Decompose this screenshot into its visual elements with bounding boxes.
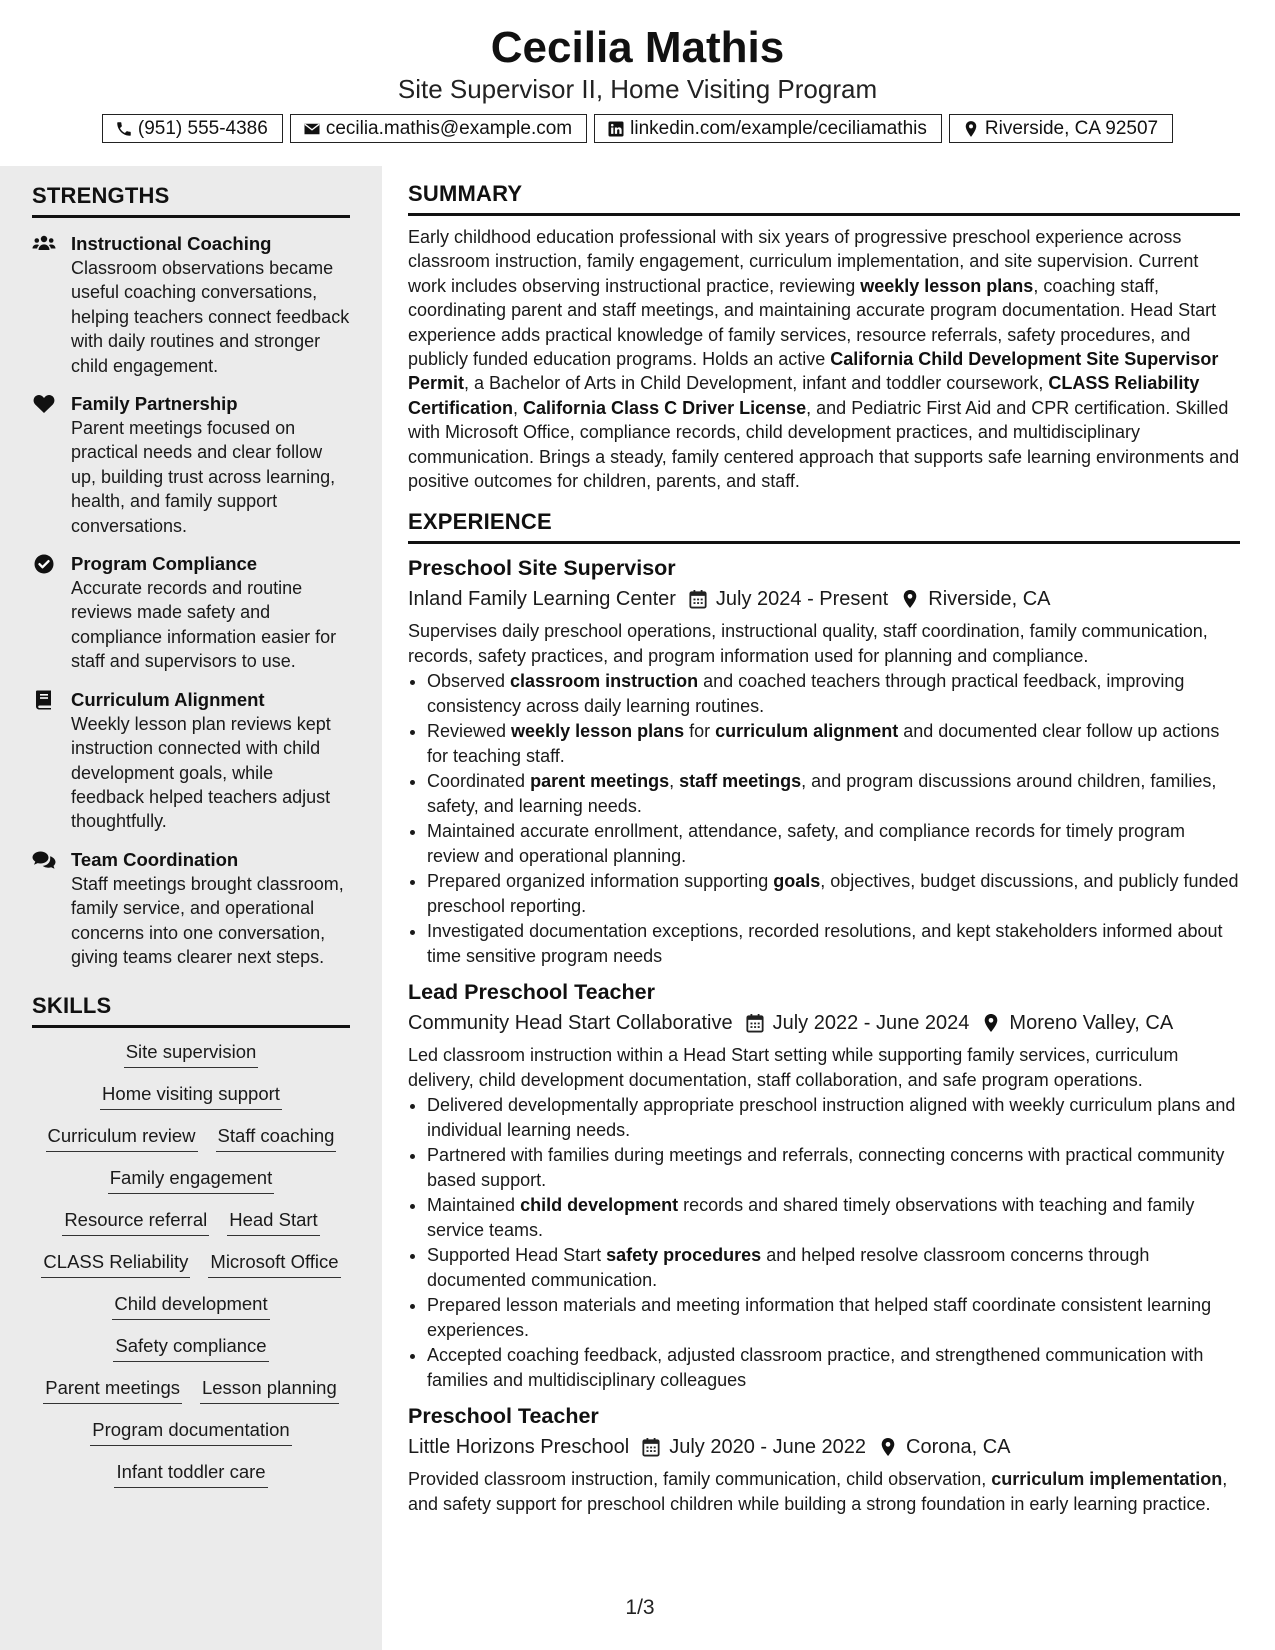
strength-desc: Classroom observations became useful coaching conversations, helping teachers connect feedback with daily routines and stronger child engagement. — [71, 258, 350, 376]
phone-text: (951) 555-4386 — [137, 117, 268, 139]
bold-phrase: classroom instruction — [510, 671, 699, 692]
strength-title: Team Coordination — [71, 848, 239, 870]
text-run: , objectives, budget discussions, and publicly funded preschool reporting. — [427, 871, 1239, 916]
strength-title: Instructional Coaching — [71, 233, 272, 254]
bullet-item — [427, 819, 1240, 868]
text-run: , — [669, 771, 680, 792]
skill-tag: Curriculum review — [46, 1124, 198, 1152]
job-meta — [408, 1009, 1240, 1037]
linkedin-text: linkedin.com/example/ceciliamathis — [630, 117, 927, 139]
job-bullets — [408, 1093, 1240, 1392]
map-pin-icon — [901, 589, 919, 609]
job-location: Moreno Valley, CA — [1009, 1012, 1174, 1035]
job-description — [408, 1467, 1240, 1516]
summary-text — [408, 225, 1240, 493]
skill-tag: Parent meetings — [43, 1376, 182, 1404]
text-run: Coordinated — [427, 771, 531, 792]
strength-item — [32, 688, 350, 834]
job-company: Little Horizons Preschool — [408, 1436, 630, 1459]
job-entry — [408, 554, 1240, 968]
text-run: Investigated documentation exceptions, recorded resolutions, and kept stakeholders informed about time sensitive program needs — [427, 921, 1223, 966]
skill-tag: Microsoft Office — [208, 1250, 340, 1278]
bullet-item — [427, 1143, 1240, 1192]
job-company: Community Head Start Collaborative — [408, 1012, 733, 1035]
contact-bar — [0, 114, 1275, 143]
skills-list — [32, 1040, 350, 1488]
bold-phrase: child development — [520, 1195, 679, 1216]
job-meta — [408, 1433, 1240, 1461]
text-run: and documented clear follow up actions for teaching staff. — [427, 721, 1220, 766]
bullet-item — [427, 1293, 1240, 1342]
skill-tag: Family engagement — [108, 1166, 274, 1194]
calendar-icon — [746, 1013, 764, 1033]
page-number: 1/3 — [625, 1596, 655, 1619]
email-text: cecilia.mathis@example.com — [325, 117, 573, 139]
job-bullets — [408, 669, 1240, 968]
bullet-item — [427, 719, 1240, 768]
skill-tag: Staff coaching — [216, 1124, 337, 1152]
bold-phrase: staff meetings — [679, 771, 802, 792]
sidebar-content — [32, 183, 350, 1488]
job-title: Lead Preschool Teacher — [408, 980, 655, 1005]
job-title: Preschool Site Supervisor — [408, 556, 676, 581]
job-location: Corona, CA — [906, 1436, 1011, 1459]
bold-phrase: parent meetings — [530, 771, 670, 792]
text-run: Accepted coaching feedback, adjusted classroom practice, and strengthened communication with families and multidisciplinary colleagues — [427, 1345, 1204, 1390]
strengths-heading: STRENGTHS — [32, 183, 350, 218]
linkedin-icon — [607, 120, 625, 138]
summary-heading: SUMMARY — [408, 181, 1240, 216]
job-description — [408, 1043, 1240, 1092]
candidate-name: Cecilia Mathis — [490, 23, 785, 72]
strength-desc: Staff meetings brought classroom, family service, and operational concerns into one conversation, giving teams clearer next steps. — [71, 873, 344, 967]
text-run: Early childhood education professional with six years of progressive preschool experience across classroom instruction, family engagement, curriculum implementation, and site supervision. Current work includes observing instructional practice, reviewing — [408, 227, 1199, 296]
users-icon — [32, 234, 56, 254]
text-run: Supported Head Start — [427, 1245, 607, 1266]
skill-tag: Safety compliance — [113, 1334, 268, 1362]
calendar-icon — [642, 1437, 660, 1457]
text-run: , coaching staff, coordinating parent and staff meetings, and maintaining accurate program documentation. Head Start experience adds practical knowledge of family services, resource referrals, safety procedures, and publicly funded education programs. Holds an active — [408, 275, 1217, 370]
contact-location — [949, 114, 1173, 143]
strength-title: Curriculum Alignment — [71, 688, 265, 710]
bullet-item — [427, 669, 1240, 718]
strength-item — [32, 392, 350, 538]
main-column — [408, 181, 1240, 1516]
bullet-item — [427, 1243, 1240, 1292]
text-run: Provided classroom instruction, family communication, child observation, — [408, 1469, 992, 1490]
text-run: , a Bachelor of Arts in Child Development, infant and toddler coursework, — [464, 373, 1049, 394]
text-run: Observed — [427, 671, 511, 692]
job-entry — [408, 1402, 1240, 1516]
strength-desc: Parent meetings focused on practical needs and clear follow up, building trust across learning, health, and family support conversations. — [71, 418, 336, 536]
job-company: Inland Family Learning Center — [408, 588, 676, 611]
strength-item — [32, 848, 350, 970]
resume-header — [0, 0, 1275, 166]
text-run: Prepared organized information supporting — [427, 871, 774, 892]
contact-email[interactable] — [290, 114, 587, 143]
contact-linkedin[interactable] — [594, 114, 942, 143]
bold-phrase: weekly lesson plans — [511, 721, 685, 742]
envelope-icon — [303, 120, 321, 138]
bold-phrase: goals — [773, 871, 821, 892]
text-run: , and Pediatric First Aid and CPR certification. Skilled with Microsoft Office, compliance records, child development practices, and multidisciplinary communication. Brings a steady, family centered approach that supports safe learning environments and positive outcomes for children, parents, and staff. — [408, 397, 1240, 492]
bold-phrase: safety procedures — [606, 1245, 762, 1266]
job-location: Riverside, CA — [928, 588, 1051, 611]
skill-tag: Child development — [112, 1292, 269, 1320]
experience-heading: EXPERIENCE — [408, 509, 1240, 544]
text-run: , — [513, 397, 524, 418]
text-run: and helped resolve classroom concerns through documented communication. — [427, 1245, 1150, 1290]
bold-phrase: curriculum implementation — [991, 1469, 1223, 1490]
strength-title: Family Partnership — [71, 393, 238, 415]
bold-phrase: weekly lesson plans — [860, 275, 1034, 296]
location-text: Riverside, CA 92507 — [984, 117, 1159, 139]
bullet-item — [427, 1093, 1240, 1142]
calendar-icon — [689, 589, 707, 609]
contact-phone[interactable] — [102, 114, 283, 143]
strength-item — [32, 232, 350, 378]
map-pin-icon — [879, 1437, 897, 1457]
job-dates: July 2024 - Present — [715, 588, 889, 611]
skill-tag: Lesson planning — [200, 1376, 339, 1404]
text-run: Reviewed — [427, 721, 512, 742]
job-meta — [408, 585, 1240, 613]
job-title: Preschool Teacher — [408, 1404, 599, 1429]
bold-phrase: CLASS Reliability Certification — [408, 373, 1200, 418]
strength-title: Program Compliance — [71, 553, 258, 575]
heart-icon — [32, 394, 56, 414]
bullet-item — [427, 919, 1240, 968]
text-run: Maintained accurate enrollment, attendance, safety, and compliance records for timely program review and operational planning. — [427, 821, 1186, 866]
map-pin-icon — [962, 120, 980, 138]
job-dates: July 2020 - June 2022 — [669, 1436, 867, 1459]
bullet-item — [427, 1193, 1240, 1242]
experience-list — [408, 554, 1240, 1515]
strength-desc: Weekly lesson plan reviews kept instruction connected with child development goals, while feedback helped teachers adjust thoughtfully. — [71, 713, 331, 832]
skill-tag: Site supervision — [124, 1040, 259, 1068]
strength-desc: Accurate records and routine reviews made safety and compliance information easier for staff and supervisors to use. — [71, 578, 337, 672]
bold-phrase: California Child Development Site Supervisor Permit — [408, 349, 1219, 394]
text-run: Maintained — [427, 1195, 521, 1216]
text-run: Supervises daily preschool operations, instructional quality, staff coordination, family communication, records, safety practices, and program information used for planning and compliance. — [408, 621, 1208, 666]
bold-phrase: curriculum alignment — [715, 721, 899, 742]
text-run: , and program discussions around children, families, safety, and learning needs. — [427, 771, 1217, 816]
job-dates: July 2022 - June 2024 — [772, 1012, 970, 1035]
phone-icon — [115, 120, 133, 138]
text-run: records and shared timely observations with teaching and family service teams. — [427, 1195, 1195, 1240]
job-entry — [408, 978, 1240, 1392]
bullet-item — [427, 769, 1240, 818]
candidate-title: Site Supervisor II, Home Visiting Program — [397, 74, 878, 104]
bullet-item — [427, 869, 1240, 918]
skill-tag: CLASS Reliability — [41, 1250, 190, 1278]
map-pin-icon — [982, 1013, 1000, 1033]
skill-tag: Resource referral — [62, 1208, 209, 1236]
text-run: Delivered developmentally appropriate preschool instruction aligned with weekly curriculum plans and individual learning needs. — [427, 1095, 1236, 1140]
text-run: for — [684, 721, 716, 742]
skills-heading: SKILLS — [32, 993, 350, 1028]
text-run: , and safety support for preschool children while building a strong foundation in early learning practice. — [408, 1469, 1228, 1514]
check-circle-icon — [32, 554, 56, 574]
bold-phrase: California Class C Driver License — [523, 397, 807, 418]
comments-icon — [32, 850, 56, 870]
skill-tag: Program documentation — [90, 1418, 291, 1446]
bullet-item — [427, 1343, 1240, 1392]
text-run: Prepared lesson materials and meeting information that helped staff coordinate consistent learning experiences. — [427, 1295, 1212, 1340]
book-icon — [32, 690, 56, 710]
text-run: and coached teachers through practical feedback, improving consistency across daily learning routines. — [427, 671, 1185, 716]
sidebar — [0, 166, 382, 1650]
strength-item — [32, 552, 350, 674]
skill-tag: Infant toddler care — [114, 1460, 267, 1488]
job-description — [408, 619, 1240, 668]
skill-tag: Home visiting support — [100, 1082, 282, 1110]
text-run: Led classroom instruction within a Head Start setting while supporting family services, curriculum delivery, child development documentation, staff collaboration, and safe program operations. — [408, 1045, 1179, 1090]
text-run: Partnered with families during meetings and referrals, connecting concerns with practical community based support. — [427, 1145, 1225, 1190]
skill-tag: Head Start — [227, 1208, 319, 1236]
